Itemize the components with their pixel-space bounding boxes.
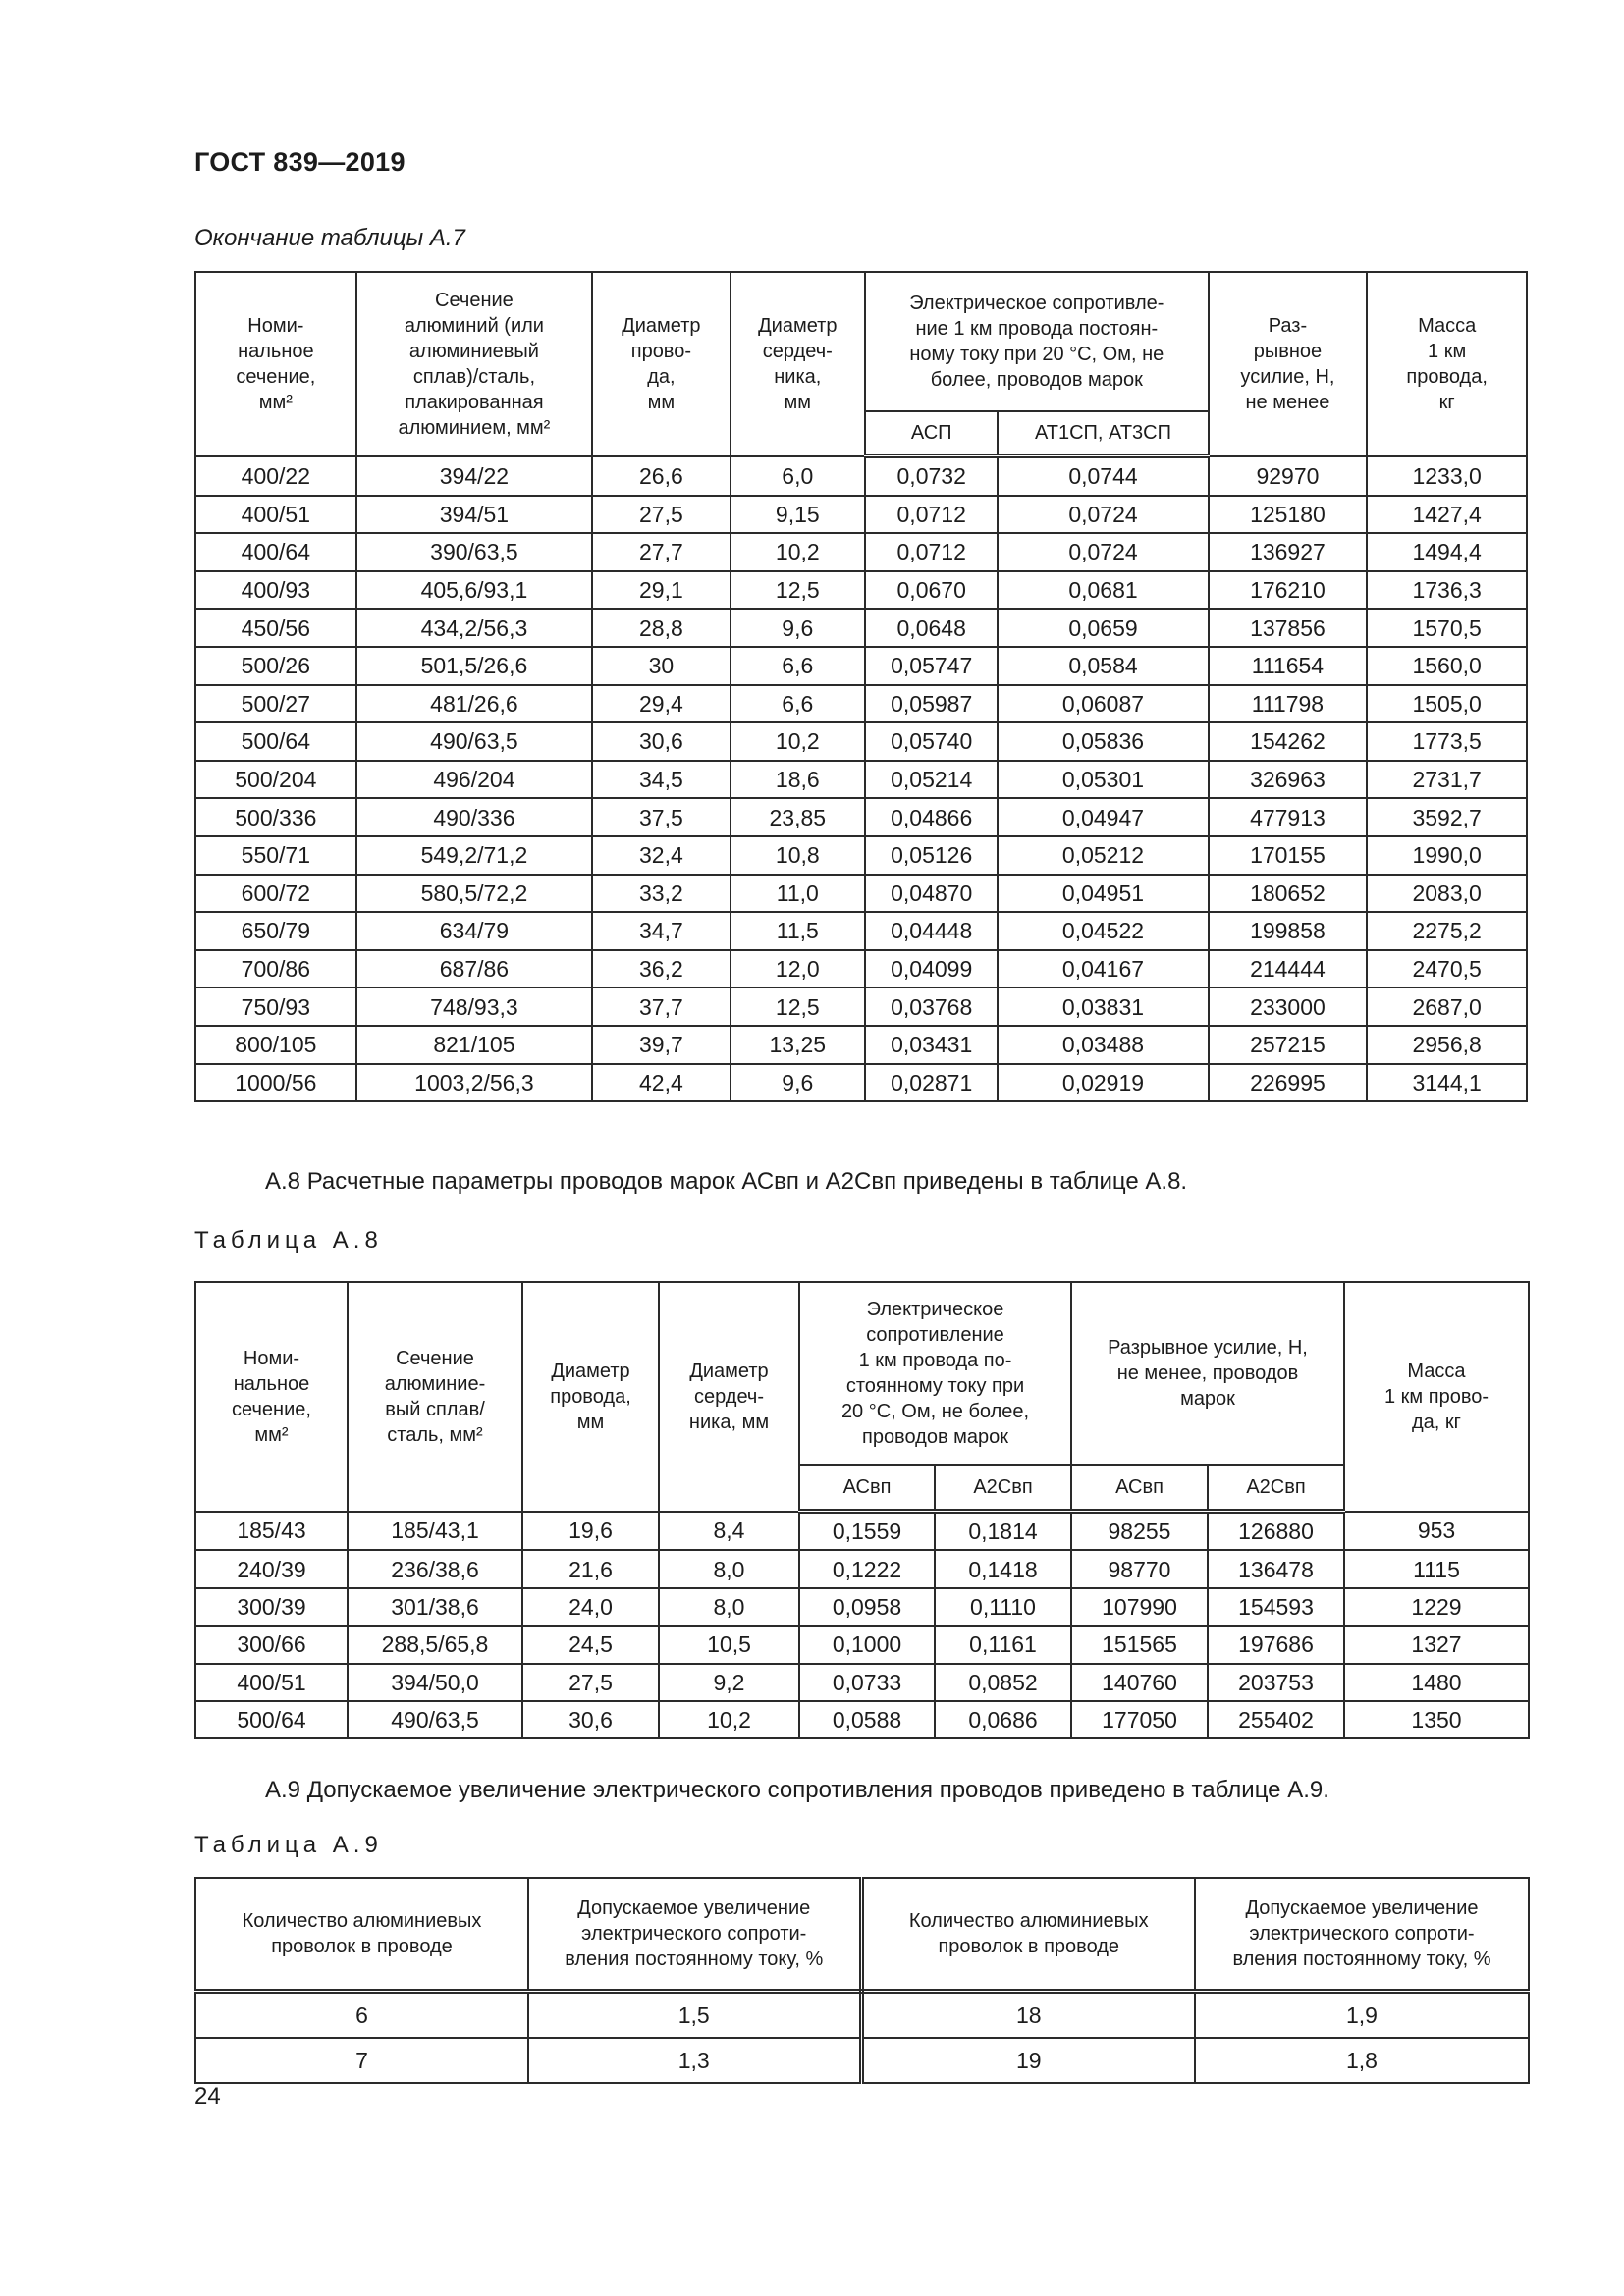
- table-cell: 1427,4: [1367, 496, 1527, 534]
- table-a9-title: Таблица А.9: [194, 1832, 383, 1858]
- table-row: [195, 609, 1527, 647]
- header-core-diameter: [731, 272, 865, 456]
- table-cell: 501,5/26,6: [356, 647, 592, 685]
- table-cell: 24,0: [522, 1588, 659, 1626]
- table-cell: 29,1: [592, 571, 730, 610]
- table-row: [195, 875, 1527, 913]
- header-nominal-section-text: Номи- нальное сечение, мм²: [232, 1347, 311, 1446]
- table-cell: 1560,0: [1367, 647, 1527, 685]
- table-cell: 12,5: [731, 988, 865, 1026]
- table-cell: 107990: [1071, 1588, 1208, 1626]
- header-mass: [1344, 1282, 1529, 1512]
- table-cell: 27,7: [592, 533, 730, 571]
- table-cell: 7: [195, 2038, 528, 2083]
- table-cell: 6,6: [731, 647, 865, 685]
- table-cell: 6,0: [731, 456, 865, 496]
- table-cell: 1480: [1344, 1664, 1529, 1701]
- table-cell: 500/26: [195, 647, 356, 685]
- table-cell: 700/86: [195, 950, 356, 988]
- header-nominal-section-text: Номи- нальное сечение, мм²: [236, 314, 316, 413]
- table-cell: 1,3: [528, 2038, 861, 2083]
- header-wire-count-left: [195, 1878, 528, 1992]
- table-a9: [194, 1877, 1530, 2084]
- header-wire-diameter: [522, 1282, 659, 1512]
- table-cell: 0,03768: [865, 988, 998, 1026]
- table-cell: 0,05212: [998, 836, 1208, 875]
- table-a9-body: [195, 1992, 1529, 2084]
- table-cell: 6: [195, 1992, 528, 2039]
- table-cell: 1327: [1344, 1626, 1529, 1663]
- table-cell: 500/64: [195, 1701, 348, 1738]
- table-cell: 233000: [1209, 988, 1368, 1026]
- table-cell: 0,0712: [865, 533, 998, 571]
- table-cell: 0,05836: [998, 722, 1208, 761]
- table-cell: 19,6: [522, 1512, 659, 1551]
- table-cell: 1990,0: [1367, 836, 1527, 875]
- table-cell: 1773,5: [1367, 722, 1527, 761]
- table-cell: 0,0584: [998, 647, 1208, 685]
- table-cell: 477913: [1209, 798, 1368, 836]
- table-cell: 0,0670: [865, 571, 998, 610]
- table-cell: 0,0648: [865, 609, 998, 647]
- table-row: [195, 456, 1527, 496]
- table-cell: 8,4: [659, 1512, 799, 1551]
- table-cell: 111654: [1209, 647, 1368, 685]
- table-cell: 29,4: [592, 685, 730, 723]
- table-cell: 126880: [1208, 1512, 1344, 1551]
- header-section-text: Сечение алюминий (или алюминиевый сплав)/сталь, плакированная алюминием, мм²: [398, 289, 551, 439]
- table-cell: 490/336: [356, 798, 592, 836]
- table-cell: 0,0724: [998, 496, 1208, 534]
- table-row: [195, 798, 1527, 836]
- table-cell: 750/93: [195, 988, 356, 1026]
- header-resistance-increase-right: [1195, 1878, 1529, 1992]
- table-cell: 136478: [1208, 1550, 1344, 1587]
- table-cell: 0,06087: [998, 685, 1208, 723]
- table-cell: 1115: [1344, 1550, 1529, 1587]
- table-cell: 0,03831: [998, 988, 1208, 1026]
- table-cell: 0,1418: [935, 1550, 1071, 1587]
- table-cell: 125180: [1209, 496, 1368, 534]
- table-cell: 1736,3: [1367, 571, 1527, 610]
- table-cell: 214444: [1209, 950, 1368, 988]
- table-cell: 0,1814: [935, 1512, 1071, 1551]
- table-cell: 2956,8: [1367, 1026, 1527, 1064]
- table-cell: 0,05987: [865, 685, 998, 723]
- table-cell: 23,85: [731, 798, 865, 836]
- table-cell: 8,0: [659, 1588, 799, 1626]
- header-resistance-text: Электрическое сопротивле- ние 1 км провода постоян- ному току при 20 °С, Ом, не более, проводов марок: [909, 293, 1164, 391]
- table-cell: 0,05126: [865, 836, 998, 875]
- header-nominal-section: [195, 1282, 348, 1512]
- header-breaking-a2svp: А2Свп: [1208, 1465, 1344, 1512]
- table-cell: 18: [861, 1992, 1195, 2039]
- header-wire-diameter: [592, 272, 730, 456]
- header-breaking-force-text: Разрывное усилие, Н, не менее, проводов марок: [1108, 1337, 1308, 1410]
- table-cell: 400/93: [195, 571, 356, 610]
- header-nominal-section: [195, 272, 356, 456]
- table-cell: 154262: [1209, 722, 1368, 761]
- table-cell: 0,0681: [998, 571, 1208, 610]
- table-cell: 394/22: [356, 456, 592, 496]
- header-section-text: Сечение алюминие- вый сплав/ сталь, мм²: [384, 1347, 486, 1446]
- table-cell: 13,25: [731, 1026, 865, 1064]
- table-cell: 634/79: [356, 912, 592, 950]
- table-cell: 1570,5: [1367, 609, 1527, 647]
- table-row: [195, 1626, 1529, 1663]
- table-cell: 496/204: [356, 761, 592, 799]
- table-cell: 9,2: [659, 1664, 799, 1701]
- table-cell: 3592,7: [1367, 798, 1527, 836]
- header-resistance-increase-left: [528, 1878, 861, 1992]
- table-cell: 400/64: [195, 533, 356, 571]
- table-cell: 490/63,5: [356, 722, 592, 761]
- table-row: [195, 1664, 1529, 1701]
- table-cell: 0,04947: [998, 798, 1208, 836]
- table-cell: 0,04951: [998, 875, 1208, 913]
- table-cell: 34,5: [592, 761, 730, 799]
- table-cell: 39,7: [592, 1026, 730, 1064]
- table-cell: 0,0659: [998, 609, 1208, 647]
- table-cell: 170155: [1209, 836, 1368, 875]
- table-cell: 400/51: [195, 1664, 348, 1701]
- table-cell: 500/336: [195, 798, 356, 836]
- table-cell: 0,05301: [998, 761, 1208, 799]
- table-row: [195, 722, 1527, 761]
- table-cell: 10,8: [731, 836, 865, 875]
- table-cell: 98770: [1071, 1550, 1208, 1587]
- table-cell: 111798: [1209, 685, 1368, 723]
- table-cell: 0,0588: [799, 1701, 935, 1738]
- table-cell: 11,0: [731, 875, 865, 913]
- table-cell: 300/39: [195, 1588, 348, 1626]
- paragraph-a9: А.9 Допускаемое увеличение электрического сопротивления проводов приведено в таблице А.9.: [265, 1777, 1329, 1803]
- table-cell: 136927: [1209, 533, 1368, 571]
- table-cell: 19: [861, 2038, 1195, 2083]
- table-cell: 288,5/65,8: [348, 1626, 522, 1663]
- header-resistance-at1sp: АТ1СП, АТ3СП: [998, 411, 1208, 456]
- table-cell: 26,6: [592, 456, 730, 496]
- table-row: [195, 685, 1527, 723]
- table-cell: 12,5: [731, 571, 865, 610]
- table-cell: 1003,2/56,3: [356, 1064, 592, 1102]
- header-resistance-text: Электрическое сопротивление 1 км провода по- стоянному току при 20 °С, Ом, не более, проводов марок: [840, 1299, 1030, 1448]
- table-row: [195, 912, 1527, 950]
- header-wire-diameter-text: Диаметр провода, мм: [550, 1360, 631, 1433]
- header-resistance-increase-left-text: Допускаемое увеличение электрического сопроти- вления постоянному току, %: [565, 1897, 824, 1970]
- table-cell: 1,8: [1195, 2038, 1529, 2083]
- table-cell: 27,5: [592, 496, 730, 534]
- table-cell: 953: [1344, 1512, 1529, 1551]
- table-cell: 0,04866: [865, 798, 998, 836]
- table-cell: 1000/56: [195, 1064, 356, 1102]
- header-wire-count-right: [861, 1878, 1195, 1992]
- table-a7-continuation-caption: Окончание таблицы А.7: [194, 225, 465, 251]
- table-row: [195, 533, 1527, 571]
- table-cell: 394/51: [356, 496, 592, 534]
- table-cell: 2470,5: [1367, 950, 1527, 988]
- table-row: [195, 1512, 1529, 1551]
- header-core-diameter: [659, 1282, 799, 1512]
- table-row: [195, 988, 1527, 1026]
- table-cell: 500/27: [195, 685, 356, 723]
- table-cell: 176210: [1209, 571, 1368, 610]
- header-resistance-asp: АСП: [865, 411, 998, 456]
- table-cell: 6,6: [731, 685, 865, 723]
- document-id: ГОСТ 839—2019: [194, 147, 406, 177]
- table-cell: 0,04448: [865, 912, 998, 950]
- header-resistance-increase-right-text: Допускаемое увеличение электрического сопроти- вления постоянному току, %: [1232, 1897, 1491, 1970]
- table-row: [195, 761, 1527, 799]
- table-cell: 9,6: [731, 1064, 865, 1102]
- table-cell: 185/43: [195, 1512, 348, 1551]
- table-cell: 549,2/71,2: [356, 836, 592, 875]
- table-cell: 550/71: [195, 836, 356, 875]
- table-row: [195, 496, 1527, 534]
- table-cell: 30,6: [592, 722, 730, 761]
- table-cell: 12,0: [731, 950, 865, 988]
- table-cell: 326963: [1209, 761, 1368, 799]
- table-row: [195, 1701, 1529, 1738]
- table-a7-body: [195, 456, 1527, 1102]
- table-cell: 400/22: [195, 456, 356, 496]
- table-cell: 687/86: [356, 950, 592, 988]
- table-row: [195, 1026, 1527, 1064]
- table-cell: 27,5: [522, 1664, 659, 1701]
- table-cell: 199858: [1209, 912, 1368, 950]
- table-cell: 301/38,6: [348, 1588, 522, 1626]
- table-cell: 33,2: [592, 875, 730, 913]
- table-cell: 11,5: [731, 912, 865, 950]
- table-cell: 500/204: [195, 761, 356, 799]
- table-cell: 0,04522: [998, 912, 1208, 950]
- table-row: [195, 571, 1527, 610]
- header-core-diameter-text: Диаметр сердеч- ника, мм: [688, 1360, 770, 1433]
- table-cell: 2083,0: [1367, 875, 1527, 913]
- table-a8-title: Таблица А.8: [194, 1227, 383, 1254]
- table-cell: 42,4: [592, 1064, 730, 1102]
- table-cell: 0,04870: [865, 875, 998, 913]
- table-cell: 3144,1: [1367, 1064, 1527, 1102]
- table-a7: [194, 271, 1528, 1102]
- table-cell: 10,2: [659, 1701, 799, 1738]
- table-cell: 28,8: [592, 609, 730, 647]
- table-cell: 450/56: [195, 609, 356, 647]
- table-cell: 0,1222: [799, 1550, 935, 1587]
- table-cell: 0,0733: [799, 1664, 935, 1701]
- table-cell: 9,15: [731, 496, 865, 534]
- table-cell: 405,6/93,1: [356, 571, 592, 610]
- table-cell: 390/63,5: [356, 533, 592, 571]
- table-cell: 0,0724: [998, 533, 1208, 571]
- table-cell: 0,05214: [865, 761, 998, 799]
- table-cell: 1350: [1344, 1701, 1529, 1738]
- table-row: [195, 1550, 1529, 1587]
- table-cell: 236/38,6: [348, 1550, 522, 1587]
- header-core-diameter-text: Диаметр сердеч- ника, мм: [758, 314, 838, 413]
- table-cell: 0,0712: [865, 496, 998, 534]
- header-mass: [1367, 272, 1527, 456]
- table-cell: 434,2/56,3: [356, 609, 592, 647]
- table-cell: 481/26,6: [356, 685, 592, 723]
- table-cell: 650/79: [195, 912, 356, 950]
- table-a8: [194, 1281, 1530, 1739]
- header-breaking-force-text: Раз- рывное усилие, Н, не менее: [1240, 314, 1335, 413]
- header-wire-count-left-text: Количество алюминиевых проволок в проводе: [242, 1910, 482, 1957]
- table-cell: 255402: [1208, 1701, 1344, 1738]
- table-cell: 800/105: [195, 1026, 356, 1064]
- table-row: [195, 1064, 1527, 1102]
- table-cell: 154593: [1208, 1588, 1344, 1626]
- table-cell: 600/72: [195, 875, 356, 913]
- table-cell: 34,7: [592, 912, 730, 950]
- table-cell: 0,05740: [865, 722, 998, 761]
- table-cell: 2687,0: [1367, 988, 1527, 1026]
- table-cell: 0,03488: [998, 1026, 1208, 1064]
- table-a8-body: [195, 1512, 1529, 1739]
- header-breaking-force: [1209, 272, 1368, 456]
- table-cell: 580,5/72,2: [356, 875, 592, 913]
- header-resistance: [865, 272, 1209, 411]
- table-cell: 0,0732: [865, 456, 998, 496]
- table-cell: 10,2: [731, 533, 865, 571]
- table-cell: 0,0958: [799, 1588, 935, 1626]
- table-cell: 30,6: [522, 1701, 659, 1738]
- table-cell: 137856: [1209, 609, 1368, 647]
- table-cell: 0,1110: [935, 1588, 1071, 1626]
- table-cell: 0,1559: [799, 1512, 935, 1551]
- table-cell: 0,0686: [935, 1701, 1071, 1738]
- header-wire-diameter-text: Диаметр прово- да, мм: [622, 314, 701, 413]
- table-cell: 36,2: [592, 950, 730, 988]
- table-row: [195, 836, 1527, 875]
- table-cell: 151565: [1071, 1626, 1208, 1663]
- table-cell: 400/51: [195, 496, 356, 534]
- header-wire-count-right-text: Количество алюминиевых проволок в проводе: [908, 1910, 1149, 1957]
- table-cell: 203753: [1208, 1664, 1344, 1701]
- table-cell: 32,4: [592, 836, 730, 875]
- table-row: [195, 1588, 1529, 1626]
- table-cell: 18,6: [731, 761, 865, 799]
- table-cell: 10,5: [659, 1626, 799, 1663]
- table-cell: 0,1000: [799, 1626, 935, 1663]
- header-mass-text: Масса 1 км провода, кг: [1406, 314, 1488, 413]
- table-cell: 37,7: [592, 988, 730, 1026]
- table-cell: 1,9: [1195, 1992, 1529, 2039]
- table-cell: 197686: [1208, 1626, 1344, 1663]
- table-cell: 257215: [1209, 1026, 1368, 1064]
- table-cell: 185/43,1: [348, 1512, 522, 1551]
- table-cell: 1494,4: [1367, 533, 1527, 571]
- table-row: [195, 950, 1527, 988]
- header-resistance: [799, 1282, 1071, 1465]
- table-row: [195, 647, 1527, 685]
- table-cell: 490/63,5: [348, 1701, 522, 1738]
- header-resistance-asvp: АСвп: [799, 1465, 935, 1512]
- header-resistance-a2svp: А2Свп: [935, 1465, 1071, 1512]
- table-cell: 0,02919: [998, 1064, 1208, 1102]
- table-cell: 240/39: [195, 1550, 348, 1587]
- table-cell: 0,03431: [865, 1026, 998, 1064]
- table-cell: 0,02871: [865, 1064, 998, 1102]
- table-cell: 180652: [1209, 875, 1368, 913]
- table-cell: 8,0: [659, 1550, 799, 1587]
- table-cell: 30: [592, 647, 730, 685]
- table-cell: 0,04099: [865, 950, 998, 988]
- table-cell: 10,2: [731, 722, 865, 761]
- table-cell: 9,6: [731, 609, 865, 647]
- table-row: [195, 2038, 1529, 2083]
- table-row: [195, 1992, 1529, 2039]
- table-cell: 1233,0: [1367, 456, 1527, 496]
- table-cell: 300/66: [195, 1626, 348, 1663]
- table-cell: 0,1161: [935, 1626, 1071, 1663]
- table-cell: 24,5: [522, 1626, 659, 1663]
- header-breaking-force: [1071, 1282, 1344, 1465]
- table-cell: 748/93,3: [356, 988, 592, 1026]
- header-section: [356, 272, 592, 456]
- page-number: 24: [194, 2083, 221, 2109]
- table-cell: 2275,2: [1367, 912, 1527, 950]
- header-breaking-asvp: АСвп: [1071, 1465, 1208, 1512]
- table-cell: 37,5: [592, 798, 730, 836]
- table-cell: 500/64: [195, 722, 356, 761]
- table-cell: 0,0852: [935, 1664, 1071, 1701]
- header-mass-text: Масса 1 км прово- да, кг: [1384, 1360, 1489, 1433]
- table-cell: 0,0744: [998, 456, 1208, 496]
- header-section: [348, 1282, 522, 1512]
- table-cell: 821/105: [356, 1026, 592, 1064]
- table-cell: 226995: [1209, 1064, 1368, 1102]
- table-cell: 92970: [1209, 456, 1368, 496]
- paragraph-a8: А.8 Расчетные параметры проводов марок АСвп и А2Свп приведены в таблице А.8.: [265, 1168, 1188, 1195]
- table-cell: 177050: [1071, 1701, 1208, 1738]
- table-cell: 140760: [1071, 1664, 1208, 1701]
- table-cell: 1229: [1344, 1588, 1529, 1626]
- table-cell: 21,6: [522, 1550, 659, 1587]
- table-cell: 1505,0: [1367, 685, 1527, 723]
- table-cell: 394/50,0: [348, 1664, 522, 1701]
- table-cell: 1,5: [528, 1992, 861, 2039]
- table-cell: 0,05747: [865, 647, 998, 685]
- table-cell: 2731,7: [1367, 761, 1527, 799]
- table-cell: 98255: [1071, 1512, 1208, 1551]
- table-cell: 0,04167: [998, 950, 1208, 988]
